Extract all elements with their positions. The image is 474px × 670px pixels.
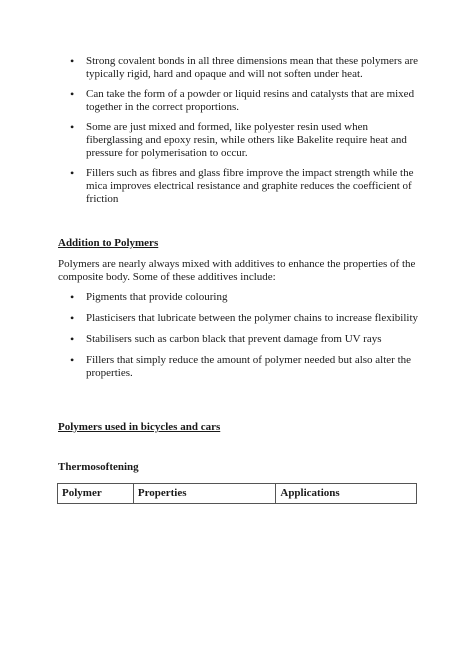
list-item	[70, 88, 422, 114]
table-header-polymer: Polymer	[58, 484, 134, 504]
table-header-row	[58, 484, 417, 504]
bullet-icon: •	[70, 120, 75, 134]
section-heading-addition: Addition to Polymers	[58, 237, 159, 249]
list-item-text: Fillers such as fibres and glass fibre improve the impact strength while the mica improves electrical resistance and graphite reduces the coefficient of friction	[86, 167, 414, 205]
list-item-text: Some are just mixed and formed, like polyester resin used when fiberglassing and epoxy resin, while others like Bakelite require heat and pressure for polymerisation to occur.	[86, 121, 407, 159]
additives-bullet-list	[70, 291, 422, 380]
bullet-icon: •	[70, 87, 75, 101]
list-item-text: Plasticisers that lubricate between the polymer chains to increase flexibility	[86, 312, 419, 324]
list-item	[70, 167, 422, 206]
list-item-text: Strong covalent bonds in all three dimensions mean that these polymers are typically rigid, hard and opaque and will not soften under heat.	[86, 55, 419, 80]
bullet-icon: •	[70, 311, 75, 325]
bullet-icon: •	[70, 353, 75, 367]
bullet-icon: •	[70, 290, 75, 304]
subheading-thermosoftening: Thermosoftening	[58, 461, 139, 473]
list-item-text: Stabilisers such as carbon black that prevent damage from UV rays	[86, 333, 382, 345]
list-item	[70, 354, 422, 380]
list-item	[70, 121, 422, 160]
bullet-icon: •	[70, 332, 75, 346]
list-item	[70, 312, 422, 325]
bullet-icon: •	[70, 166, 75, 180]
polymer-table	[57, 483, 417, 504]
list-item-text: Fillers that simply reduce the amount of polymer needed but also alter the properties.	[86, 354, 412, 379]
bullet-icon: •	[70, 54, 75, 68]
list-item	[70, 333, 422, 346]
property-bullet-list	[70, 55, 422, 206]
section-heading-bicycles-cars: Polymers used in bicycles and cars	[58, 421, 221, 433]
addition-intro-paragraph: Polymers are nearly always mixed with additives to enhance the properties of the composite body. Some of these additives include:	[58, 258, 416, 283]
list-item-text: Can take the form of a powder or liquid resins and catalysts that are mixed together in the correct proportions.	[86, 88, 415, 113]
list-item	[70, 55, 422, 81]
list-item-text: Pigments that provide colouring	[86, 291, 228, 303]
table-header-properties: Properties	[133, 484, 276, 504]
list-item	[70, 291, 422, 304]
table-header-applications: Applications	[276, 484, 417, 504]
